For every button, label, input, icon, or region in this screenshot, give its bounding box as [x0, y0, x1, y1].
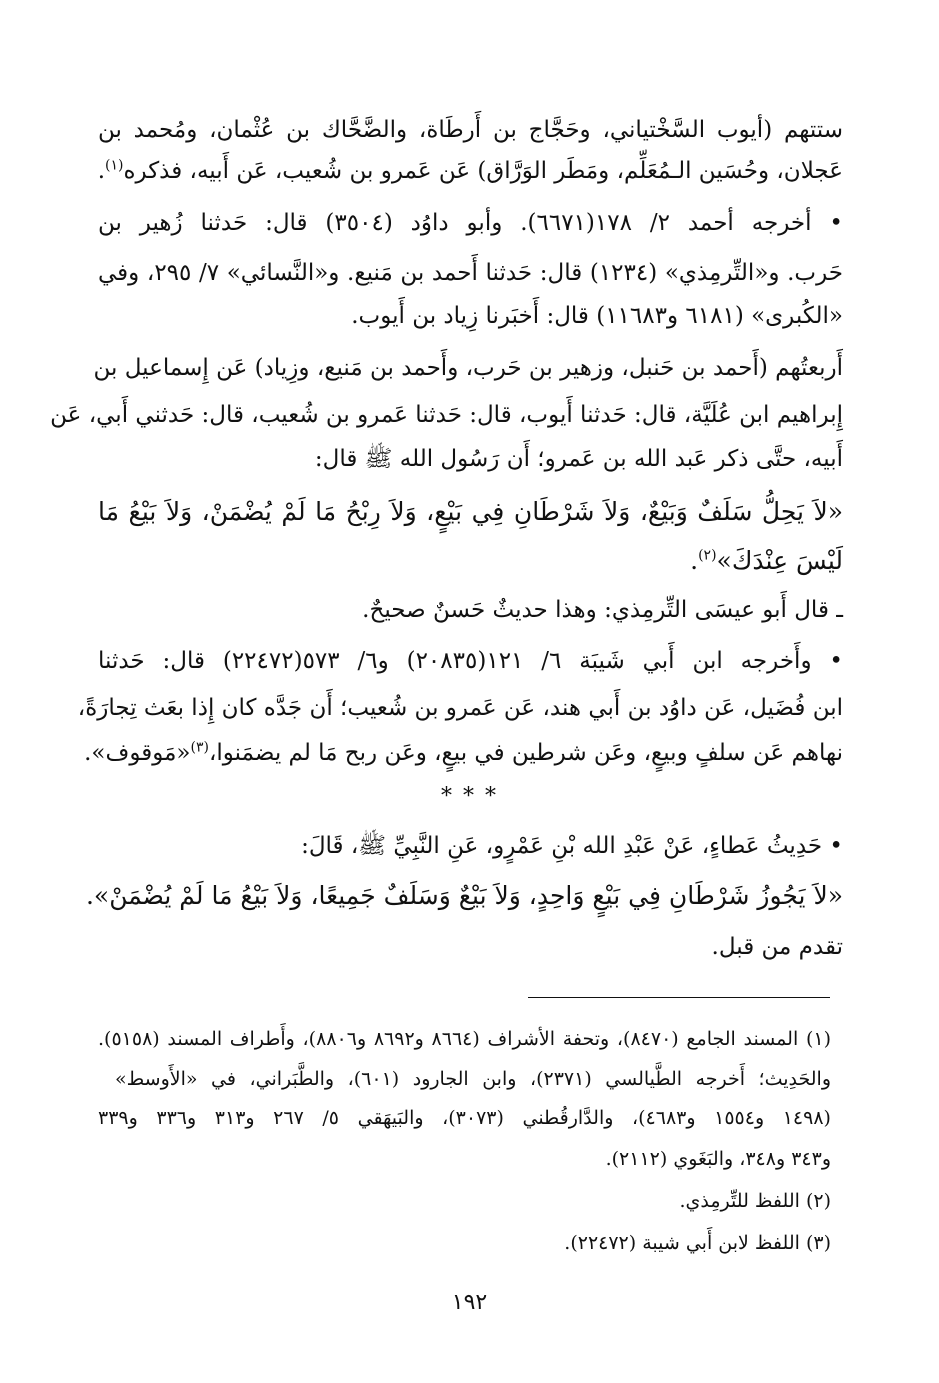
text-line: أَبيه، حتَّى ذكر عَبد الله بن عَمرو؛ أَن رَسُول الله ﷺ قال: [314, 446, 843, 472]
text-line: حَرب. و«التِّرمِذي» (١٢٣٤) قال: حَدثنا أَحمد بن مَنيع. و«النَّسائي» ٧/ ٢٩٥، وفي [98, 260, 843, 286]
footnote-line: (١) المسند الجامع (٨٤٧٠)، وتحفة الأشراف (٨٦٦٤ و٨٦٩٢ و٨٨٠٦)، وأَطراف المسند (٥١٥٨). [98, 1028, 831, 1050]
footnote-marker: (١) [105, 157, 124, 174]
text-line: • حَدِيثُ عَطاءٍ، عَنْ عَبْدِ الله بْنِ عَمْرٍو، عَنِ النَّبِيِّ ﷺ، قَالَ: [301, 833, 843, 859]
text-line: «الكُبرى» (٦١٨١ و١١٦٨٣) قال: أَخبَرنا زِياد بن أَيوب. [351, 303, 843, 329]
line-tail: . [690, 546, 699, 575]
footnote-divider [528, 997, 830, 998]
text-line: ابن فُضَيل، عَن داوُد بن أَبي هند، عَن عَمرو بن شُعيب؛ أَن جَدَّه كان إِذا بعَث تِجارَةً، [77, 695, 843, 721]
text-line-content: عَجلان، وحُسَين الـمُعَلِّم، ومَطَر الوَرَّاق) عَن عَمرو بن شُعيب، عَن أَبيه، فذكره [123, 158, 843, 184]
hadith-text-line: «لاَ يَحِلُّ سَلَفٌ وَبَيْعٌ، وَلاَ شَرْطَانِ فِي بَيْعٍ، وَلاَ رِبْحُ مَا لَمْ يُضْمَنْ، وَلاَ بَيْعُ مَا [98, 497, 843, 526]
footnote-line: (٣) اللفظ لابن أَبي شيبة (٢٢٤٧٢). [564, 1232, 831, 1254]
footnote-line: و٣٤٣ و٣٤٨، والبَغَوي (٢١١٢). [605, 1148, 831, 1170]
hadith-text-line-with-footnote [98, 543, 843, 583]
text-line-content: لَيْسَ عِنْدَكَ» [716, 546, 843, 575]
text-line-with-footnote [98, 153, 843, 193]
text-line: • أخرجه أحمد ٢/ ١٧٨(٦٦٧١). وأبو داوُد (٣٥٠٤) قال: حَدثنا زُهير بن [98, 210, 843, 236]
hadith-text-line: «لاَ يَجُوزُ شَرْطَانِ فِي بَيْعٍ وَاحِدٍ، وَلاَ بَيْعٌ وَسَلَفٌ جَمِيعًا، وَلاَ بَيْعُ مَا لَمْ يُضْمَنْ». [85, 881, 843, 910]
footnote-line: (٢) اللفظ للتِّرمِذي. [679, 1190, 831, 1212]
text-line: إِبراهيم ابن عُلَيَّة، قال: حَدثنا أَيوب، قال: حَدثنا عَمرو بن شُعيب، قال: حَدثني أَبي، عَن [50, 402, 843, 428]
footnote-line: (١٤٩٨ و١٥٥٤ و٤٦٨٣)، والدَّارقُطني (٣٠٧٣)، والبَيهَقي ٥/ ٢٦٧ و٣١٣ و٣٣٦ و٣٣٩ [98, 1107, 831, 1129]
footnote-marker: (٣) [190, 739, 209, 756]
text-line: أَربعتُهم (أَحمد بن حَنبل، وزهير بن حَرب، وأَحمد بن مَنيع، وزِياد) عَن إِسماعيل بن [93, 355, 843, 381]
text-line: ستتهم (أيوب السَّخْتياني، وحَجَّاج بن أَرطَاة، والضَّحَّاك بن عُثْمان، ومُحمد بن [98, 117, 843, 143]
text-line: تقدم من قبل. [711, 934, 843, 960]
section-separator: * * * [441, 784, 498, 809]
text-line-content: نهاهم عَن سلفٍ وبيعٍ، وعَن شرطين في بيعٍ، وعَن ربح مَا لم يضمَنوا، [208, 740, 843, 766]
line-tail: . [97, 158, 105, 184]
footnote-marker: (٢) [698, 547, 717, 564]
page-number: ١٩٢ [451, 1290, 488, 1315]
text-line: ـ قال أَبو عيسَى التِّرمِذي: وهذا حديثٌ حَسنٌ صحيحٌ. [362, 597, 843, 623]
line-tail: «مَوقوف». [84, 740, 191, 766]
text-line: • وأَخرجه ابن أَبي شَيبَة ٦/ ١٢١(٢٠٨٣٥) و٦/ ٥٧٣(٢٢٤٧٢) قال: حَدثنا [98, 648, 843, 674]
footnote-line: والحَدِيث؛ أَخرجه الطَّيالسي (٢٣٧١)، وابن الجارود (٦٠١)، والطَّبَراني، في «الأَوسط» [115, 1068, 832, 1090]
text-line-with-footnote [84, 735, 843, 775]
